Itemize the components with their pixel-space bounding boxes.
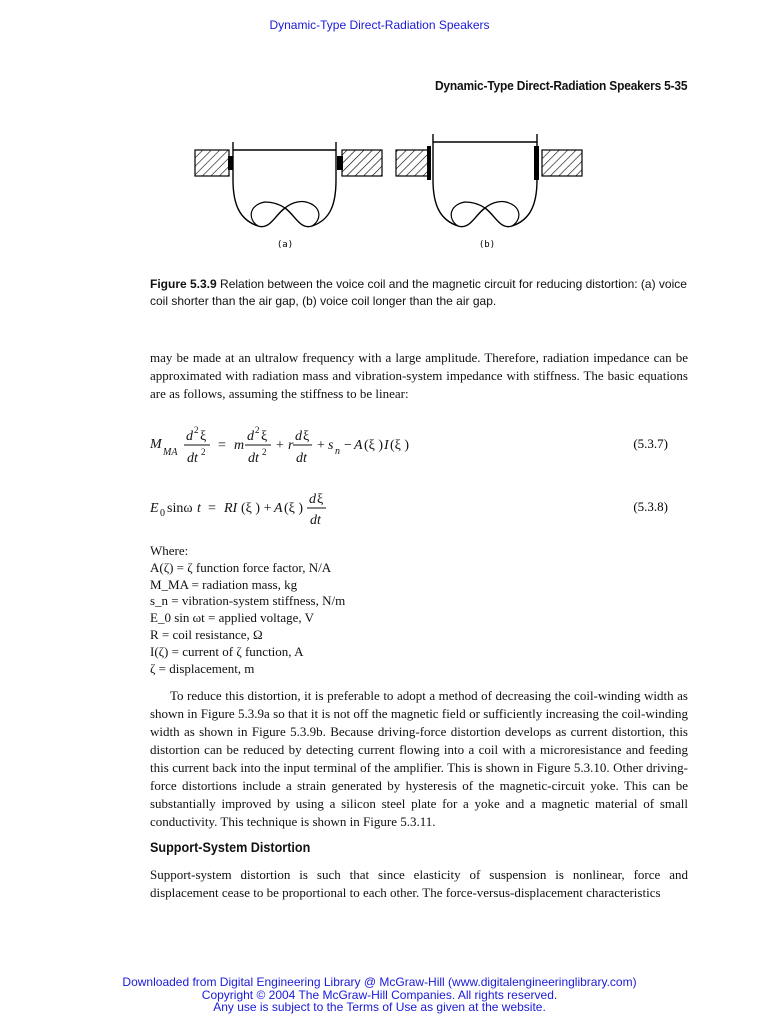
caption-label: Figure 5.3.9 [150, 277, 217, 291]
svg-text:dt: dt [187, 451, 198, 466]
equation-5-3-8-number: (5.3.8) [633, 499, 668, 514]
svg-text:dt: dt [310, 513, 321, 528]
diagram-b [396, 134, 582, 227]
variable-definitions [150, 543, 345, 677]
definition-item: M_MA = radiation mass, kg [150, 576, 298, 592]
figure-5-3-9 [190, 120, 590, 260]
svg-text:I: I [384, 438, 389, 453]
svg-text:MA: MA [163, 447, 178, 458]
footer-terms[interactable]: Any use is subject to the Terms of Use as given at the website. [213, 1000, 546, 1014]
svg-text:A: A [354, 438, 363, 453]
definition-item: E_0 sin ωt = applied voltage, V [150, 610, 315, 626]
svg-text:M: M [150, 437, 162, 452]
svg-text:+: + [276, 438, 284, 453]
equation-5-3-7 [150, 420, 690, 480]
figure-label-b: (b) [478, 240, 496, 250]
paragraph-1: may be made at an ultralow frequency with a large amplitude. Therefore, radiation impedance can be approximated with radiation mass and vibration-system impedance with stiffness. The basic equations are as follows, assuming the stiffness to be linear: [150, 350, 688, 401]
svg-text:2: 2 [262, 447, 267, 457]
svg-text:dt: dt [296, 451, 307, 466]
svg-text:ξ: ξ [200, 429, 207, 444]
svg-text:(ξ ): (ξ ) [364, 438, 384, 453]
svg-text:ξ: ξ [303, 429, 310, 444]
svg-text:2: 2 [194, 425, 199, 435]
running-head: Dynamic-Type Direct-Radiation Speakers 5-35 [434, 78, 687, 93]
figure-caption [150, 276, 690, 310]
svg-text:m: m [234, 438, 245, 453]
svg-text:0: 0 [160, 508, 165, 519]
svg-text:sinω: sinω [167, 501, 193, 516]
footer-copyright: Copyright © 2004 The McGraw-Hill Companies. All rights reserved. [201, 987, 558, 1002]
definition-item: ζ = displacement, m [150, 660, 255, 676]
svg-text:ξ: ξ [261, 429, 268, 444]
svg-text:dt: dt [248, 451, 259, 466]
definition-item: I(ζ) = current of ζ function, A [150, 643, 304, 659]
footer-download-link[interactable]: Downloaded from Digital Engineering Library @ McGraw-Hill (www.digitalengineeringlibrary.com) [122, 975, 637, 989]
svg-text:(ξ ): (ξ ) [284, 501, 304, 516]
svg-text:r: r [288, 438, 294, 453]
definition-item: A(ζ) = ζ function force factor, N/A [150, 559, 332, 575]
svg-text:d: d [295, 429, 302, 444]
paragraph-3: Support-system distortion is such that since elasticity of suspension is nonlinear, force and displacement cease to be proportional to each other. The force-versus-displacement characteristics [150, 867, 688, 900]
footer [0, 976, 759, 1014]
diagram-a [195, 142, 382, 227]
svg-text:d: d [186, 429, 193, 444]
figure-label-a: (a) [276, 240, 294, 250]
svg-text:d: d [247, 429, 254, 444]
svg-text:=: = [208, 501, 216, 516]
svg-text:d: d [309, 492, 316, 507]
svg-text:−: − [344, 438, 352, 453]
paragraph-2: To reduce this distortion, it is preferable to adopt a method of decreasing the coil-winding width as shown in Figure 5.3.9a so that it is not off the magnetic field or sufficiently increasing the coil-winding width as shown in Figure 5.3.9b. Because driving-force distortion develops as current distortion, this distortion can be reduced by detecting current flowing into a coil with a microresistance and feeding this current back into the input terminal of the amplifier. This is shown in Figure 5.3.10. Other driving-force distortions include a strain generated by hysteresis of the magnetic-circuit yoke. This can be substantially improved by using a silicon steel plate for a yoke and a magnetic material of small conductivity. This technique is shown in Figure 5.3.11. [150, 688, 688, 829]
svg-text:2: 2 [255, 425, 260, 435]
svg-text:(ξ ): (ξ ) [390, 438, 410, 453]
svg-text:RI: RI [224, 501, 238, 516]
svg-text:E: E [150, 501, 159, 516]
caption-text: Relation between the voice coil and the magnetic circuit for reducing distortion: (a) voice coil shorter than the air gap, (b) voice coil longer than the air gap. [150, 277, 687, 308]
top-link[interactable]: Dynamic-Type Direct-Radiation Speakers [269, 18, 490, 32]
equation-5-3-7-number: (5.3.7) [633, 436, 668, 451]
equation-5-3-8 [150, 488, 690, 548]
svg-text:=: = [218, 438, 226, 453]
svg-text:n: n [335, 446, 340, 457]
svg-text:+: + [317, 438, 325, 453]
section-title: Support-System Distortion [150, 839, 311, 855]
svg-text:(ξ ) +: (ξ ) + [241, 501, 272, 516]
svg-text:t: t [197, 501, 201, 516]
svg-text:A: A [274, 501, 283, 516]
svg-text:s: s [328, 438, 334, 453]
svg-text:ξ: ξ [317, 492, 324, 507]
definition-item: R = coil resistance, Ω [150, 626, 263, 642]
where-title: Where: [150, 543, 189, 558]
svg-text:2: 2 [201, 447, 206, 457]
definition-item: s_n = vibration-system stiffness, N/m [150, 593, 346, 609]
